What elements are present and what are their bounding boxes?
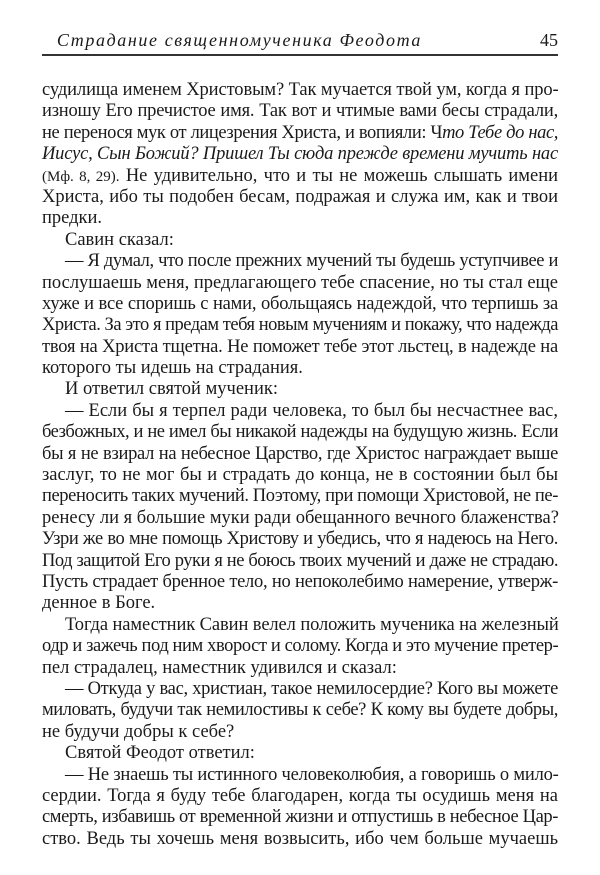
text-segment: бы я не взирал на небесное Царство, где Христос награждает выше <box>42 443 558 464</box>
text-line <box>42 551 558 572</box>
text-segment: Савин сказал: <box>65 229 174 250</box>
text-segment: Не удивительно, что и ты не можешь слышать имени <box>119 165 559 186</box>
text-line <box>42 444 558 465</box>
text-line <box>42 101 558 122</box>
text-line <box>42 294 558 315</box>
paragraph <box>42 615 558 679</box>
text-segment: Узри же во мне помощь Христову и убедись, что я надеюсь на Него. <box>42 529 558 550</box>
text-segment: ренесу ли я большие муки ради обещанного вечного блаженства? <box>42 507 559 528</box>
text-line <box>42 251 558 272</box>
running-title: Страдание священномученика Феодота <box>56 30 422 50</box>
paragraph <box>42 80 558 230</box>
text-segment: переносить таких мучений. Поэтому, при помощи Христовой, не пе- <box>42 486 558 507</box>
text-line <box>42 572 558 593</box>
text-line <box>42 829 558 850</box>
scripture-quote: то Тебе до нас, <box>442 122 558 143</box>
text-line <box>42 529 558 550</box>
text-segment: денное в Боге. <box>42 593 156 614</box>
text-line <box>42 337 558 358</box>
text-line <box>42 208 558 229</box>
text-segment: послушаешь меня, предлагающего тебе спасение, но ты стал еще <box>42 272 558 293</box>
text-line <box>42 358 558 379</box>
paragraph <box>42 679 558 743</box>
paragraph <box>42 251 558 379</box>
text-segment: хуже и все споришь с нами, обольщаясь надеждой, что терпишь за <box>42 293 558 314</box>
text-line <box>42 422 558 443</box>
text-segment: сердии. Тогда я буду тебе благодарен, когда ты осудишь меня на <box>42 785 558 806</box>
text-line <box>42 401 558 422</box>
text-line <box>42 166 558 187</box>
text-line <box>42 615 558 636</box>
text-segment: изношу Его пречистое имя. Так вот и чтимые вами бесы страдали, <box>42 101 558 122</box>
text-line <box>42 144 558 165</box>
text-segment: миловать, будучи так немилостивы к себе? К кому вы будете добры, <box>42 700 558 721</box>
text-segment: — Откуда у вас, христиан, такое немилосердие? Кого вы можете <box>65 678 558 699</box>
text-segment: которого ты идешь на страдания. <box>42 358 303 379</box>
text-segment: не перенося мук от лицезрения Христа, и вопияли: Ч <box>42 122 443 143</box>
paragraph <box>42 379 558 400</box>
text-line <box>42 315 558 336</box>
page-body <box>42 80 558 850</box>
text-line <box>42 273 558 294</box>
text-segment: Христа, ибо ты подобен бесам, подражая и служа им, как и твои <box>42 186 558 207</box>
text-segment: заслуг, то не мог бы и страдать до конца, не в состоянии был бы <box>42 465 558 486</box>
text-line <box>42 379 558 400</box>
text-segment: — Не знаешь ты истинного человеколюбия, а говоришь о мило- <box>65 764 559 785</box>
text-line <box>42 508 558 529</box>
page-number: 45 <box>540 30 558 50</box>
text-line <box>42 123 558 144</box>
text-segment: твоя на Христа тщетна. Не поможет тебе этот льстец, в надежде на <box>42 336 558 357</box>
text-line <box>42 658 558 679</box>
text-segment: Христа. За это я предам тебя новым мучениям и покажу, что надежда <box>42 315 558 336</box>
text-line <box>42 187 558 208</box>
text-line <box>42 465 558 486</box>
text-segment: Пусть страдает бренное тело, но непоколебимо намерение, утверж- <box>42 571 558 592</box>
text-segment: одр и зажечь под ним хворост и солому. Когда и это мучение претер- <box>42 636 559 657</box>
text-line <box>42 593 558 614</box>
paragraph <box>42 765 558 851</box>
text-segment: — Если бы я терпел ради человека, то был бы несчастнее вас, <box>65 400 558 421</box>
text-line <box>42 743 558 764</box>
text-segment: смерть, избавишь от временной жизни и отпустишь в небесное Цар- <box>42 807 558 828</box>
paragraph <box>42 401 558 615</box>
text-line <box>42 786 558 807</box>
text-line <box>42 80 558 101</box>
text-segment: пел страдалец, наместник удивился и сказал: <box>42 657 397 678</box>
text-line <box>42 765 558 786</box>
scripture-quote: Иисус, Сын Божий? Пришел Ты сюда прежде времени мучить нас <box>42 144 558 165</box>
text-segment: Под защитой Его руки я не боюсь твоих мучений и даже не страдаю. <box>42 550 558 571</box>
paragraph <box>42 230 558 251</box>
text-segment: безбожных, и не имел бы никакой надежды на будущую жизнь. Если <box>42 422 558 443</box>
text-line <box>42 700 558 721</box>
text-segment: судилища именем Христовым? Так мучается твой ум, когда я про- <box>42 80 559 100</box>
text-line <box>42 722 558 743</box>
running-header <box>42 28 558 56</box>
text-segment: не будучи добры к себе? <box>42 721 235 742</box>
text-segment: — Я думал, что после прежних мучений ты будешь уступчивее и <box>65 251 558 272</box>
text-line <box>42 679 558 700</box>
text-segment: предки. <box>42 208 103 229</box>
text-segment: Святой Феодот ответил: <box>65 743 255 764</box>
text-segment: Тогда наместник Савин велел положить мученика на железный <box>65 614 559 635</box>
paragraph <box>42 743 558 764</box>
text-line <box>42 807 558 828</box>
text-segment: ство. Ведь ты хочешь меня возвысить, ибо чем больше мучаешь <box>42 828 558 849</box>
scripture-reference: (Мф. 8, 29). <box>42 168 120 185</box>
text-segment: И ответил святой мученик: <box>65 379 278 400</box>
text-line <box>42 230 558 251</box>
text-line <box>42 636 558 657</box>
text-line <box>42 486 558 507</box>
